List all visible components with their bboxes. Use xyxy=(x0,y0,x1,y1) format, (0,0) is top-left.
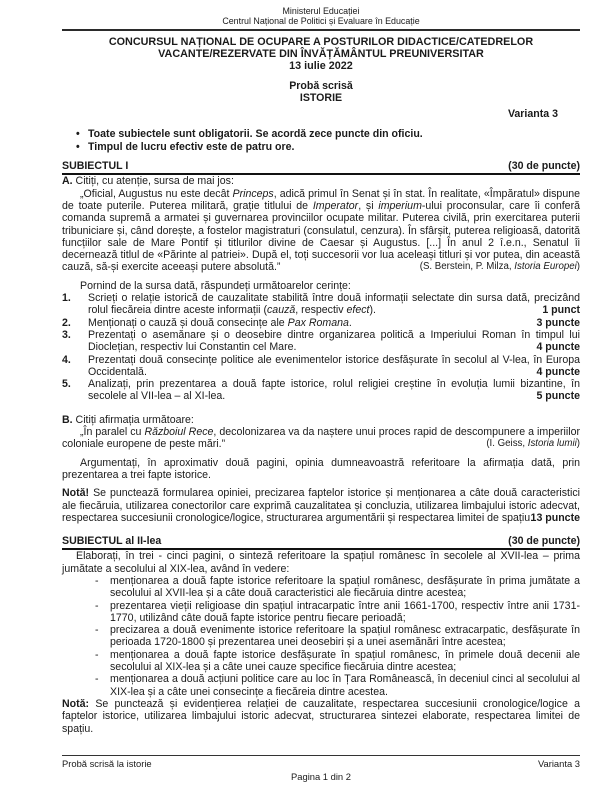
bullet-icon: • xyxy=(76,128,80,141)
synthesis-bullet xyxy=(62,624,580,649)
requirement-item xyxy=(62,317,580,329)
instruction-text: Timpul de lucru efectiv este de patru ore. xyxy=(88,141,295,154)
source-quote-b: „În paralel cu Războiul Rece, decolonizarea va da naștere unui proces rapid de descompunere a imperiilor coloniale europene de peste mări.” xyxy=(62,426,581,451)
requirement-text: Prezentați două consecințe politice ale evenimentelor istorice desfășurate în secolul al V-lea, în Europa Occidentală. xyxy=(88,353,580,378)
subject1-heading-row xyxy=(62,160,580,175)
page-number: Pagina 1 din 2 xyxy=(291,771,351,782)
note-text-wrap xyxy=(62,487,580,524)
note-subject1 xyxy=(62,487,580,524)
note-label: Notă! xyxy=(62,487,90,500)
argument-paragraph: Argumentați, în aproximativ două pagini, opinia dumneavoastră referitoare la afirmația dată, prin prezentarea a trei fapte istorice. xyxy=(62,456,580,481)
dash-icon: - xyxy=(95,624,99,637)
requirement-number: 3. xyxy=(62,328,71,341)
page-footer xyxy=(62,755,580,782)
synthesis-bullet-text: prezentarea vieții religioase din spațiul intracarpatic între anii 1661-1700, respectiv între anii 1731-1770, utilizând câte două fapte istorice pentru fiecare perioadă; xyxy=(110,599,580,624)
requirements-list xyxy=(62,292,580,403)
synthesis-bullet xyxy=(62,649,580,674)
source-quote-a: „Oficial, Augustus nu este decât Princeps, adică primul în Senat și în stat. În realitate, «Împăratul» dispune de toate puterile. Puterea militară, grație titlului de Imperator, și imperium-ului proconsular, care îi conferă comanda supremă a armatei și guvernarea provinciilor ocupate militar. Puterea civilă, prin exercitarea puterii tribuniciare și, când dorește, a fostelor magistraturi (consulatul, cenzura). În sfârșit, puterea religioasă, datorită funcțiilor sale de Mare Pontif și titlurilor divine de Caesar și Augustus. [...] În anul 2 î.e.n., Senatul îi decernează titlul de «Părinte al patriei». După el, toți succesorii vor lua aceleași titluri și vor putea, din această cauză, să-și exercite aceeași putere absolută.” xyxy=(62,187,580,274)
exam-subject: ISTORIE xyxy=(299,92,343,105)
requirement-item xyxy=(62,378,580,403)
footer-divider xyxy=(62,755,580,756)
requirement-text: Prezentați o asemănare și o deosebire dintre organizarea politică a Imperiului Roman în timpul lui Dioclețian, respectiv lui Constantin cel Mare. xyxy=(88,328,580,354)
requirement-points: 5 puncte xyxy=(536,390,580,403)
part-a-label: A. xyxy=(62,175,73,188)
dash-icon: - xyxy=(95,673,99,686)
instruction-item xyxy=(62,141,580,154)
footer-exam-name: Probă scrisă la istorie xyxy=(62,758,152,769)
note-text: Se punctează și evidențierea relației de cauzalitate, respectarea succesiunii cronologice/logice a faptelor istorice, utilizarea limbajului istoric adecvat, structurarea sintezei elaborate, respectarea limitei de spațiu. xyxy=(62,697,580,735)
dash-icon: - xyxy=(95,648,99,661)
exam-type: Probă scrisă xyxy=(289,80,353,93)
instruction-text: Toate subiectele sunt obligatorii. Se acordă zece puncte din oficiu. xyxy=(88,128,423,141)
subject1-heading: SUBIECTUL I xyxy=(62,160,129,173)
synthesis-bullet-text: precizarea a două evenimente istorice referitoare la spațiul românesc extracarpatic, desfășurate în perioada 1720-1800 și prezentarea unei deosebiri și a unei asemănări între acestea; xyxy=(110,624,580,649)
requirement-text: Scrieți o relație istorică de cauzalitate stabilită între două informații selectate din sursa dată, precizând rolul fiecăreia dintre aceste informații (cauză, respectiv efect). xyxy=(88,292,580,317)
note-subject2 xyxy=(62,698,580,735)
note-text: Se punctează formularea opiniei, precizarea faptelor istorice și menționarea a câte două caracteristici ale fiecăruia, utilizarea conectorilor care exprimă cauzalitatea și concluzia, utilizarea limbajului istoric adecvat, respectarea succesiunii cronologice/logice, structurarea argumentării și respectarea limitei de spațiu. xyxy=(62,487,580,524)
requirement-points: 1 punct xyxy=(542,304,580,317)
requirement-number: 1. xyxy=(62,292,71,305)
quote-a-attribution: (S. Berstein, P. Milza, Istoria Europei) xyxy=(419,261,580,273)
requirement-points: 3 puncte xyxy=(536,316,580,329)
bullet-icon: • xyxy=(76,141,80,154)
synthesis-requirements-list xyxy=(62,575,580,698)
quote-b-attribution: (I. Geiss, Istoria lumii) xyxy=(486,438,580,450)
requirement-text: Menționați o cauză și două consecințe ale Pax Romana. xyxy=(88,316,352,329)
subject1-points: (30 de puncte) xyxy=(508,160,580,173)
exam-title-line-2: VACANTE/REZERVATE DIN ÎNVĂȚĂMÂNTUL PREUNIVERSITAR xyxy=(158,48,484,60)
requirement-text: Analizați, prin prezentarea a două fapte istorice, rolul religiei creștine în evoluția lumii bizantine, în secolele al VII-lea – al XI-lea. xyxy=(88,378,580,403)
requirement-number: 5. xyxy=(62,378,71,391)
note-label: Notă: xyxy=(62,697,90,710)
dash-icon: - xyxy=(95,599,99,612)
general-instructions xyxy=(62,128,580,154)
subject2-heading: SUBIECTUL al II-lea xyxy=(62,535,162,548)
synthesis-bullet xyxy=(62,575,580,600)
ministry-name: Ministerul Educației xyxy=(282,6,360,16)
center-name: Centrul Național de Politici și Evaluare în Educație xyxy=(222,16,420,27)
header-divider xyxy=(62,29,580,31)
synthesis-bullet-text: menționarea a două acțiuni politice care au loc în Țara Românească, în deceniul cinci al secolului al XIX-lea și a câte unei consecințe a fiecăreia dintre acestea. xyxy=(110,673,580,698)
synthesis-bullet xyxy=(62,600,580,625)
subject2-intro: Elaborați, în trei - cinci pagini, o sinteză referitoare la spațiul românesc în secolele al XVII-lea – prima jumătate a secolului al XIX-lea, având în vedere: xyxy=(62,550,580,575)
note-points: 13 puncte xyxy=(530,511,580,524)
dash-icon: - xyxy=(95,574,99,587)
variant-label: Varianta 3 xyxy=(507,107,558,120)
synthesis-bullet xyxy=(62,673,580,698)
requirement-points: 4 puncte xyxy=(536,365,580,378)
requirement-item xyxy=(62,292,580,317)
synthesis-bullet-text: menționarea a două fapte istorice desfășurate în spațiul românesc, în primele două decenii ale secolului al XIX-lea și a câte unei cauze specifice fiecăruia dintre acestea; xyxy=(110,648,580,674)
subject2-heading-row xyxy=(62,535,580,550)
requirement-points: 4 puncte xyxy=(536,341,580,354)
exam-title-line-1: CONCURSUL NAȚIONAL DE OCUPARE A POSTURILOR DIDACTICE/CATEDRELOR xyxy=(108,36,534,49)
instruction-item xyxy=(62,128,580,141)
footer-variant: Varianta 3 xyxy=(537,758,580,769)
requirement-item xyxy=(62,354,580,379)
part-b-label: B. xyxy=(62,413,73,426)
part-a-intro: Citiți, cu atenție, sursa de mai jos: xyxy=(72,175,234,188)
synthesis-bullet-text: menționarea a două fapte istorice referitoare la spațiul românesc, desfășurate în prima jumătate a secolului al XVII-lea și a câte două caracteristici ale fiecăruia dintre acestea; xyxy=(110,574,580,600)
exam-date: 13 iulie 2022 xyxy=(289,59,353,72)
requirement-item xyxy=(62,329,580,354)
requirement-number: 4. xyxy=(62,353,71,366)
requirement-number: 2. xyxy=(62,316,71,329)
part-b-intro-paragraph xyxy=(62,414,580,426)
part-a-intro-paragraph xyxy=(62,175,580,187)
part-b-intro: Citiți afirmația următoare: xyxy=(72,413,194,426)
task-intro: Pornind de la sursa dată, răspundeți următoarelor cerințe: xyxy=(80,279,351,292)
subject2-points: (30 de puncte) xyxy=(508,535,580,548)
